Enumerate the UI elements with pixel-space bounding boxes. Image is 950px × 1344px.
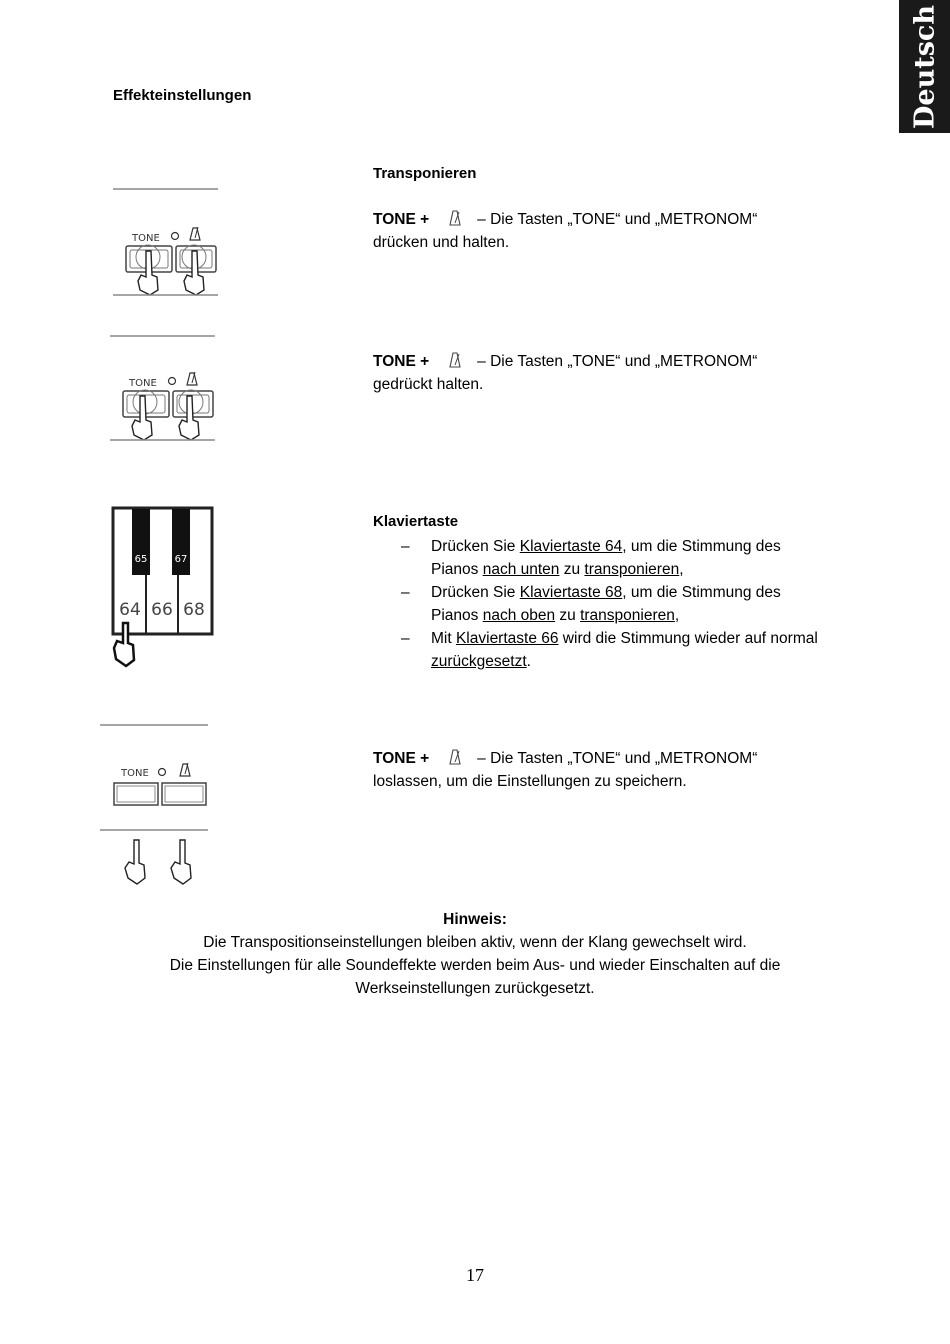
list-text: Mit (431, 630, 456, 647)
step2-text (373, 350, 843, 396)
list-key: Klaviertaste 66 (455, 630, 559, 647)
list-dash: – (401, 630, 410, 647)
white-key-label-68: 68 (183, 600, 205, 620)
step1-text (373, 208, 843, 254)
list-text: . (526, 653, 531, 670)
list-text: , (674, 607, 680, 624)
list-text: , (679, 561, 684, 578)
black-key-label-67: 67 (174, 554, 188, 565)
list-text: , um die Stimmung des (622, 584, 781, 601)
metronome-icon (447, 351, 463, 369)
metronome-icon (187, 373, 197, 385)
note-block (100, 908, 850, 1000)
metronome-icon (190, 228, 200, 240)
step2-description-line2: gedrückt halten. (373, 376, 484, 393)
piano-key-title: Klaviertaste (373, 513, 459, 530)
transpose-title: Transponieren (373, 165, 477, 182)
step3-description-line2: loslassen, um die Einstellungen zu speichern. (373, 773, 687, 790)
section-title: Effekteinstellungen (113, 87, 252, 104)
step3-description: – Die Tasten „TONE“ und „METRONOM“ (477, 750, 758, 767)
metronome-icon (447, 209, 463, 227)
step2-button-label: TONE + (373, 353, 430, 370)
step1-description: – Die Tasten „TONE“ und „METRONOM“ (477, 211, 758, 228)
list-direction: nach unten (482, 561, 560, 578)
pressing-hand-icon (138, 251, 204, 295)
list-key: Klaviertaste 64 (519, 538, 623, 555)
list-direction: nach oben (482, 607, 556, 624)
step2-description: – Die Tasten „TONE“ und „METRONOM“ (477, 353, 758, 370)
page-number: 17 (466, 1265, 484, 1285)
list-item (373, 627, 843, 673)
white-key-label-66: 66 (151, 600, 173, 620)
list-text: Drücken Sie (431, 584, 520, 601)
step3-text (373, 747, 843, 793)
step1-description-line2: drücken und halten. (373, 234, 510, 251)
list-text: wird die Stimmung wieder auf normal (558, 630, 818, 647)
tone-metronome-press-illustration (110, 185, 222, 300)
piano-key-list (373, 535, 843, 673)
white-key-label-64: 64 (119, 600, 141, 620)
list-dash: – (401, 538, 410, 555)
tone-metronome-hold-illustration (107, 332, 219, 447)
language-tab (899, 0, 950, 133)
language-tab-label: Deutsch (909, 4, 940, 129)
list-text: , um die Stimmung des (622, 538, 781, 555)
tone-label: TONE (132, 233, 160, 244)
tone-label: TONE (121, 768, 149, 779)
piano-keys-illustration (110, 505, 216, 670)
metronome-icon (180, 764, 190, 776)
list-item (373, 535, 843, 581)
metronome-icon (447, 748, 463, 766)
tone-label: TONE (129, 378, 157, 389)
note-line: Die Einstellungen für alle Soundeffekte werden beim Aus- und wieder Einschalten auf die (169, 957, 781, 974)
step1-button-label: TONE + (373, 211, 430, 228)
list-key: Klaviertaste 68 (519, 584, 623, 601)
list-text: zu (555, 607, 581, 624)
tone-metronome-release-illustration (97, 720, 212, 890)
list-text: Pianos (431, 607, 483, 624)
list-verb: transponieren (580, 607, 675, 624)
list-text: zu (559, 561, 585, 578)
list-item (373, 581, 843, 627)
list-reset: zurückgesetzt (431, 653, 527, 670)
note-line: Die Transpositionseinstellungen bleiben aktiv, wenn der Klang gewechselt wird. (203, 934, 747, 951)
note-line: Werkseinstellungen zurückgesetzt. (355, 980, 595, 997)
list-verb: transponieren (584, 561, 680, 578)
list-text: Pianos (431, 561, 483, 578)
released-hand-icon (125, 840, 191, 884)
step3-button-label: TONE + (373, 750, 430, 767)
list-dash: – (401, 584, 410, 601)
black-key-label-65: 65 (134, 554, 148, 565)
note-title: Hinweis: (443, 911, 507, 928)
list-text: Drücken Sie (431, 538, 520, 555)
